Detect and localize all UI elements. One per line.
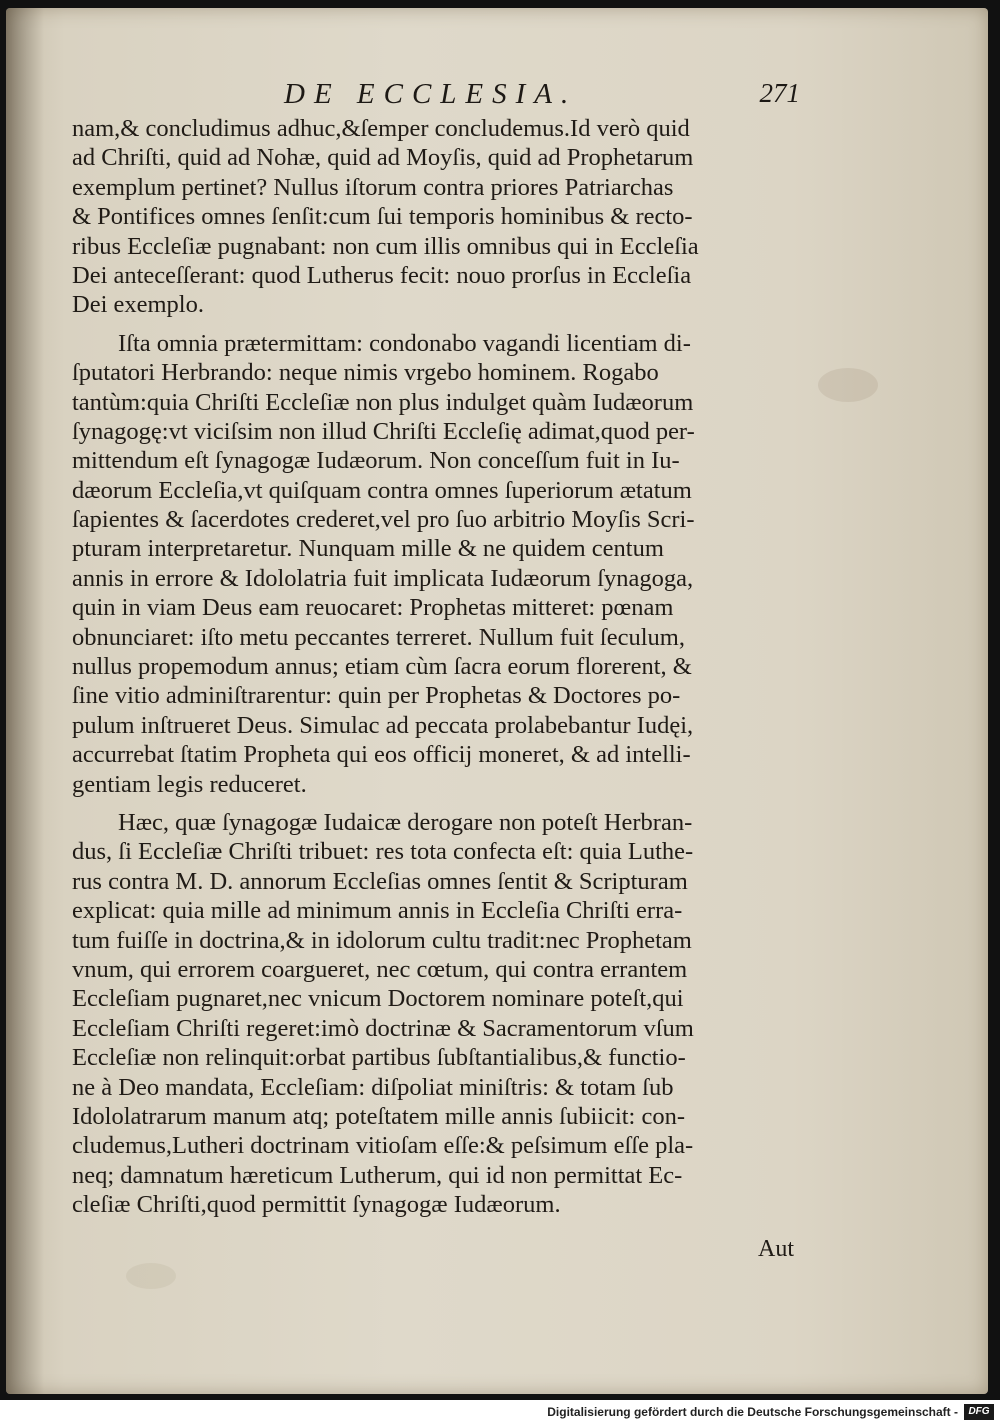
text-line: tantùm:quia Chriſti Eccleſiæ non plus indulget quàm Iudæorum	[72, 388, 694, 416]
running-title: DE ECCLESIA.	[284, 78, 578, 110]
body-text	[72, 114, 812, 1219]
text-line: dæorum Eccleſia,vt quiſquam contra omnes ſuperiorum ætatum	[72, 476, 692, 504]
paragraph-1	[72, 114, 812, 320]
text-line: annis in errore & Idololatria fuit implicata Iudæorum ſynagoga,	[72, 564, 694, 592]
page-stain	[126, 1263, 176, 1289]
dfg-logo-icon: DFG	[964, 1404, 994, 1420]
paragraph-3	[72, 808, 812, 1219]
page-stain	[818, 368, 878, 402]
text-line: mittendum eſt ſynagogæ Iudæorum. Non conceſſum fuit in Iu-	[72, 447, 680, 475]
funding-credit: Digitalisierung gefördert durch die Deutsche Forschungsgemeinschaft -	[547, 1405, 958, 1419]
text-line: gentiam legis reduceret.	[72, 770, 307, 798]
text-line: Iſta omnia prætermittam: condonabo vagandi licentiam di-	[118, 329, 691, 357]
text-line: Eccleſiam pugnaret,nec vnicum Doctorem nominare poteſt,qui	[72, 985, 684, 1013]
text-line: Idololatrarum manum atq; poteſtatem mille annis ſubiicit: con-	[72, 1102, 686, 1130]
text-line: obnunciaret: iſto metu peccantes terreret. Nullum fuit ſeculum,	[72, 623, 685, 651]
catchword: Aut	[758, 1236, 794, 1262]
text-line: nullus propemodum annus; etiam cùm ſacra eorum florerent, &	[72, 653, 692, 681]
text-line: pulum inſtrueret Deus. Simulac ad peccata prolabebantur Iudęi,	[72, 711, 694, 739]
text-line: tum fuiſſe in doctrina,& in idolorum cultu tradit:nec Prophetam	[72, 926, 692, 954]
text-line: ſynagogę:vt viciſsim non illud Chriſti Eccleſię adimat,quod per-	[72, 417, 695, 445]
footer-bar	[0, 1400, 1000, 1425]
text-line: Hæc, quæ ſynagogæ Iudaicæ derogare non poteſt Herbran-	[118, 808, 693, 836]
running-head	[70, 78, 800, 118]
text-line: Eccleſiæ non relinquit:orbat partibus ſubſtantialibus,& functio-	[72, 1044, 686, 1072]
text-line: ſputatori Herbrando: neque nimis vrgebo hominem. Rogabo	[72, 359, 659, 387]
text-line: & Pontifices omnes ſenſit:cum ſui temporis hominibus & recto-	[72, 203, 693, 231]
text-line: cleſiæ Chriſti,quod permittit ſynagogæ Iudæorum.	[72, 1191, 561, 1219]
text-line: Dei exemplo.	[72, 291, 204, 319]
paragraph-2	[72, 329, 812, 799]
text-line: ribus Eccleſiæ pugnabant: non cum illis omnibus qui in Eccleſia	[72, 232, 699, 260]
text-line: nam,& concludimus adhuc,&ſemper concludemus.Id verò quid	[72, 115, 690, 142]
text-line: exemplum pertinet? Nullus iſtorum contra priores Patriarchas	[72, 173, 674, 201]
text-line: vnum, qui errorem coargueret, nec cœtum, qui contra errantem	[72, 955, 688, 983]
text-line: accurrebat ſtatim Propheta qui eos officij moneret, & ad intelli-	[72, 741, 691, 769]
text-line: dus, ſi Eccleſiæ Chriſti tribuet: res tota confecta eſt: quia Luthe-	[72, 838, 694, 866]
text-line: ſapientes & ſacerdotes crederet,vel pro ſuo arbitrio Moyſis Scri-	[72, 506, 695, 534]
text-line: Eccleſiam Chriſti regeret:imò doctrinæ & Sacramentorum vſum	[72, 1014, 694, 1042]
text-line: Dei anteceſſerant: quod Lutherus fecit: nouo prorſus in Eccleſia	[72, 261, 692, 289]
gutter-shadow	[6, 8, 44, 1394]
text-line: rus contra M. D. annorum Eccleſias omnes ſentit & Scripturam	[72, 867, 688, 895]
text-line: ad Chriſti, quid ad Nohæ, quid ad Moyſis, quid ad Prophetarum	[72, 144, 694, 172]
text-line: pturam interpretaretur. Nunquam mille & ne quidem centum	[72, 535, 664, 563]
text-line: ne à Deo mandata, Eccleſiam: diſpoliat miniſtris: & totam ſub	[72, 1073, 674, 1101]
text-line: neq; damnatum hæreticum Lutherum, qui id non permittat Ec-	[72, 1161, 683, 1189]
text-line: cludemus,Lutheri doctrinam vitioſam eſſe:& peſsimum eſſe pla-	[72, 1132, 694, 1160]
text-line: ſine vitio adminiſtrarentur: quin per Prophetas & Doctores po-	[72, 682, 681, 710]
text-line: explicat: quia mille ad minimum annis in Eccleſia Chriſti erra-	[72, 897, 683, 925]
text-line: quin in viam Deus eam reuocaret: Prophetas mitteret: pœnam	[72, 594, 674, 622]
page-number: 271	[759, 78, 800, 108]
